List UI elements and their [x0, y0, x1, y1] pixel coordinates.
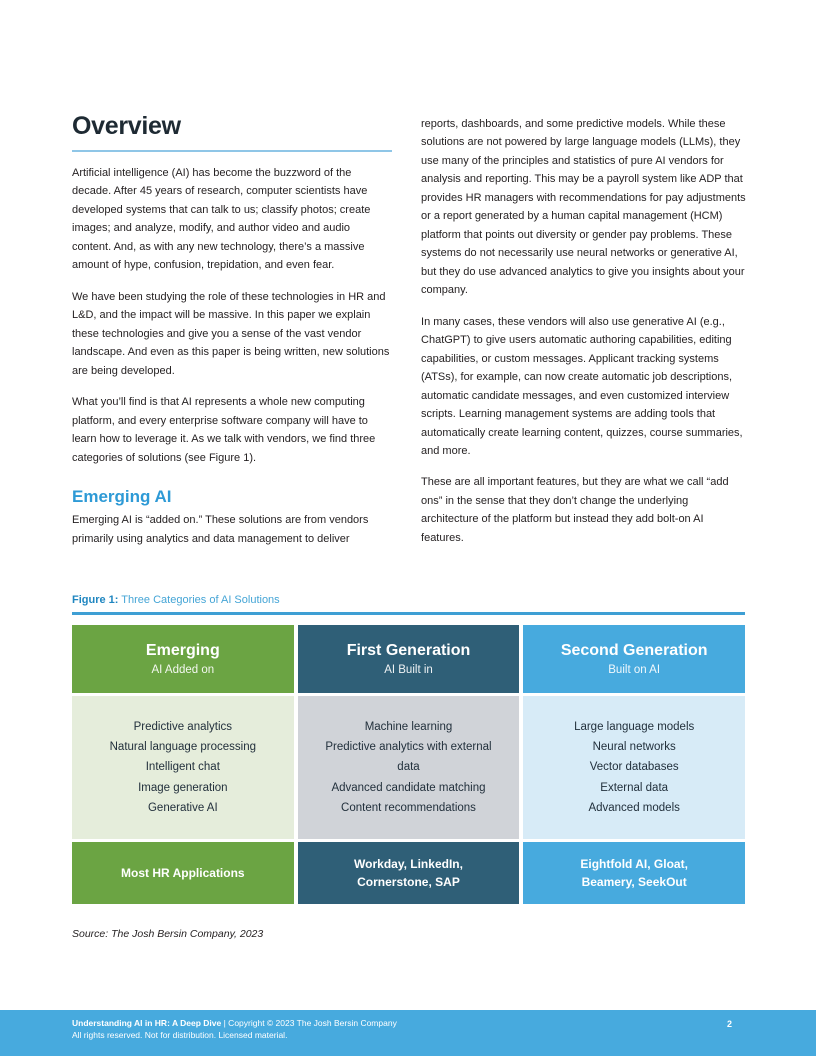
paragraph: Artificial intelligence (AI) has become the buzzword of the decade. After 45 years of research, computer scientists have developed systems that can talk to us; classify photos; create images; and analyze, modify, and author video and audio content. And, as with any new technology, there’s a massive amount of hype, confusion, trepidation, and even fear.	[72, 167, 371, 272]
table-footer-line: Beamery, SeekOut	[581, 875, 687, 889]
page-number: 2	[726, 1019, 732, 1029]
table-footer-line: Cornerstone, SAP	[357, 875, 460, 889]
table-item: Machine learning	[364, 720, 453, 733]
header-cell-first-generation	[298, 625, 520, 693]
footer-report-title: Understanding AI in HR: A Deep Dive	[72, 1018, 222, 1028]
table-item: Content recommendations	[341, 801, 476, 814]
left-column-paragraphs	[72, 164, 392, 467]
right-column	[421, 112, 746, 561]
figure-caption	[72, 594, 745, 606]
paragraph: These are all important features, but they are what we call “add ons” in the sense that they don’t change the underlying architecture of the platform but instead they add bolt-on AI features.	[421, 476, 729, 544]
table-item: Image generation	[138, 781, 228, 794]
table-item: Natural language processing	[109, 741, 257, 754]
table-item: Large language models	[574, 720, 695, 733]
figure-rule	[72, 612, 745, 615]
two-column-text	[72, 112, 746, 561]
paragraph: We have been studying the role of these technologies in HR and L&D, and the impact will be massive. In this paper we explain these technologies and give you a sense of the vast vendor landscape. And even as this paper is being written, new solutions are being developed.	[72, 290, 390, 377]
figure-1	[72, 594, 745, 904]
table-item: Vector databases	[589, 761, 679, 774]
table-item: Predictive analytics with external data	[325, 741, 492, 774]
page-footer-bar	[0, 1010, 816, 1056]
table-item: Intelligent chat	[145, 761, 220, 774]
column-title: Emerging	[145, 642, 220, 659]
column-subtitle: Built on AI	[608, 664, 661, 676]
column-title: Second Generation	[560, 642, 708, 659]
page-title: Overview	[72, 112, 392, 152]
footer-copyright-line	[72, 1018, 744, 1028]
table-item: Advanced candidate matching	[331, 781, 486, 794]
column-subtitle: AI Added on	[151, 664, 215, 676]
figure-source: Source: The Josh Bersin Company, 2023	[72, 928, 264, 940]
body-cell-second-generation	[523, 696, 745, 839]
footer-rights-line: All rights reserved. Not for distribution. Licensed material.	[72, 1030, 288, 1040]
table-footer-line: Eightfold AI, Gloat,	[580, 857, 688, 871]
ai-categories-table	[72, 625, 745, 904]
section-heading-emerging-ai: Emerging AI	[72, 487, 172, 507]
table-item: Advanced models	[588, 801, 680, 814]
footer-cell-second-generation	[523, 842, 745, 904]
table-item: External data	[600, 781, 669, 794]
table-footer-line: Most HR Applications	[121, 866, 245, 880]
body-cell-first-generation	[298, 696, 520, 839]
footer-cell-emerging	[72, 842, 294, 904]
figure-caption-text: Three Categories of AI Solutions	[118, 594, 280, 606]
left-column	[72, 112, 392, 561]
header-cell-second-generation	[523, 625, 745, 693]
paragraph: In many cases, these vendors will also use generative AI (e.g., ChatGPT) to give users automatic authoring capabilities, editing capabilities, or custom messages. Applicant tracking systems (ATSs), for example, can now create automatic job descriptions, automatic candidate messages, and even customized interview scripts. Learning management systems are adding tools that automatically create learning content, quizzes, course summaries, and more.	[421, 315, 743, 457]
paragraph: What you’ll find is that AI represents a whole new computing platform, and every enterprise software company will have to learn how to leverage it. As we talk with vendors, we find three categories of solutions (see Figure 1).	[72, 396, 376, 464]
footer-cell-first-generation	[298, 842, 520, 904]
column-subtitle: AI Built in	[384, 664, 433, 676]
table-footer-line: Workday, LinkedIn,	[354, 857, 463, 871]
column-title: First Generation	[346, 642, 471, 659]
paragraph: Emerging AI is “added on.” These solutions are from vendors primarily using analytics and data management to deliver	[72, 514, 369, 545]
header-cell-emerging	[72, 625, 294, 693]
table-item: Generative AI	[147, 801, 218, 814]
figure-label: Figure 1:	[72, 594, 119, 606]
table-item: Neural networks	[592, 741, 676, 754]
footer-copyright-text: | Copyright © 2023 The Josh Bersin Company	[221, 1018, 397, 1028]
table-item: Predictive analytics	[133, 720, 233, 733]
paragraph: reports, dashboards, and some predictive models. While these solutions are not powered by large language models (LLMs), they use many of the principles and statistics of pure AI vendors for analysis and reporting. This may be a payroll system like ADP that provides HR managers with recommendations for pay adjustments or a report generated by a human capital management (HCM) platform that points out diversity or gender pay problems. These systems do not necessarily use neural networks or generative AI, but they do use advanced analytics to give you insights about your company.	[421, 118, 746, 297]
body-cell-emerging	[72, 696, 294, 839]
